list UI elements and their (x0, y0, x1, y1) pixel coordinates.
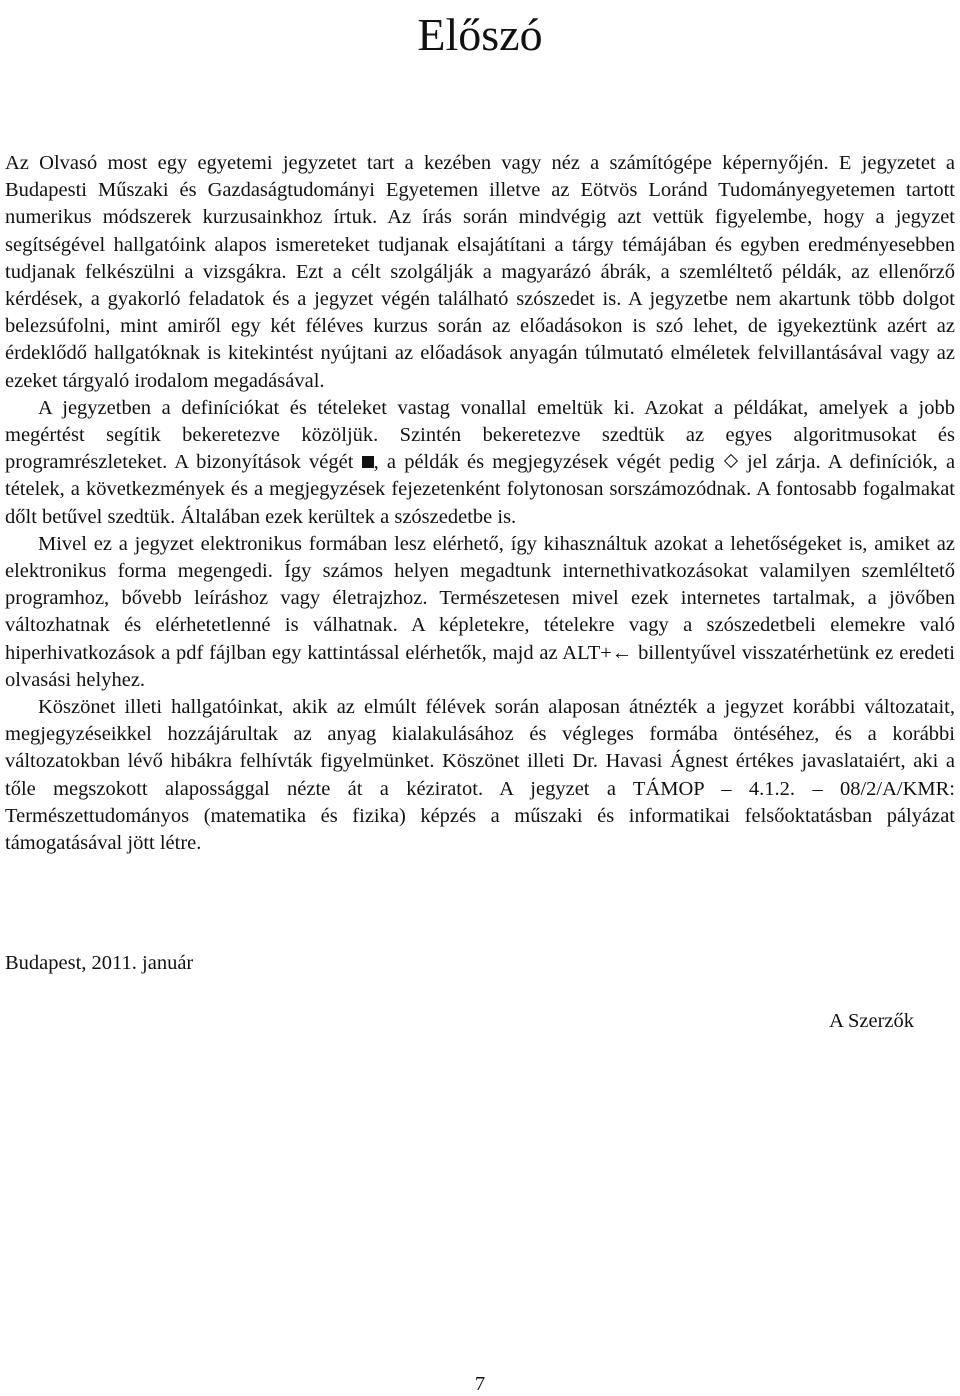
paragraph-notation-text-2: , a példák és megjegyzések végét pedig (373, 451, 715, 474)
paragraph-electronic: Mivel ez a jegyzet elektronikus formában lesz elérhető, így kihasználtuk azokat a lehetőségeket is, amiket az elektronikus forma megengedi. Így számos helyen megadtunk internethivatkozásokat valamilyen szemléltető programhoz, bővebb leíráshoz vagy életrajzhoz. Természetesen mivel ezek internetes tartalmak, a jövőben változhatnak és elérhetetlenné is válhatnak. A képletekre, tételekre vagy a szószedetbeli elemekre való hiperhivatkozások a pdf fájlban egy kattintással elérhetők, majd az ALT+← billentyűvel visszatérhetünk ez eredeti olvasási helyhez. (5, 532, 955, 691)
paragraph-notation-text-3: jel zárja. A definíciók, a tételek, a következmények és a megjegyzések fejezetenként folytonosan sorszámozódnak. A fontosabb fogalmakat dőlt betűvel szedtük. Általában ezek kerültek a szószedetbe is. (5, 451, 956, 528)
paragraph-notation-text-1: A jegyzetben a definíciókat és tételeket vastag vonallal emeltük ki. Azokat a példákat, amelyek a jobb megértést segítik bekeretezve közöljük. Szintén bekeretezve szedtük az egyes algoritmusokat és programrészleteket. A bizonyítások végét (5, 396, 955, 474)
place-and-date: Budapest, 2011. január (5, 952, 194, 974)
authors-signature: A Szerzők (829, 1010, 914, 1032)
preface-body (5, 150, 955, 857)
paragraph-notation (5, 395, 955, 531)
diamond-icon (724, 454, 738, 468)
page-title: Előszó (417, 9, 543, 60)
filled-square-icon (362, 456, 374, 468)
page-number: 7 (474, 1373, 486, 1395)
paragraph-intro: Az Olvasó most egy egyetemi jegyzetet tart a kezében vagy néz a számítógépe képernyőjén. E jegyzetet a Budapesti Műszaki és Gazdaságtudományi Egyetemen illetve az Eötvös Loránd Tudományegyetemen tartott numerikus módszerek kurzusainkhoz írtuk. Az írás során mindvégig azt vettük figyelembe, hogy a jegyzet segítségével hallgatóink alapos ismereteket tudjanak elsajátítani a tárgy témájában és egyben eredményesebben tudjanak felkészülni a vizsgákra. Ezt a célt szolgálják a magyarázó ábrák, a szemléltető példák, az ellenőrző kérdések, a gyakorló feladatok és a jegyzet végén található szószedet is. A jegyzetbe nem akartunk több dolgot belezsúfolni, mint amiről egy két féléves kurzus során az előadásokon is szó lehet, de igyekeztünk azért az érdeklődő hallgatóknak is kitekintést nyújtani az előadások anyagán túlmutató elméletek felvillantásával vagy az ezeket tárgyaló irodalom megadásával. (5, 152, 955, 392)
paragraph-acknowledgements: Köszönet illeti hallgatóinkat, akik az elmúlt félévek során alaposan átnézték a jegyzet korábbi változatait, megjegyzéseikkel hozzájárultak az anyag kialakulásához és végleges formába öntéséhez, és a korábbi változatokban lévő hibákra felhívták figyelmünket. Köszönet illeti Dr. Havasi Ágnest értékes javaslataiért, aki a tőle megszokott alapossággal nézte át a kéziratot. A jegyzet a TÁMOP – 4.1.2. – 08/2/A/KMR: Természettudományos (matematika és fizika) képzés a műszaki és informatikai felsőoktatásban pályázat támogatásával jött létre. (5, 696, 955, 855)
